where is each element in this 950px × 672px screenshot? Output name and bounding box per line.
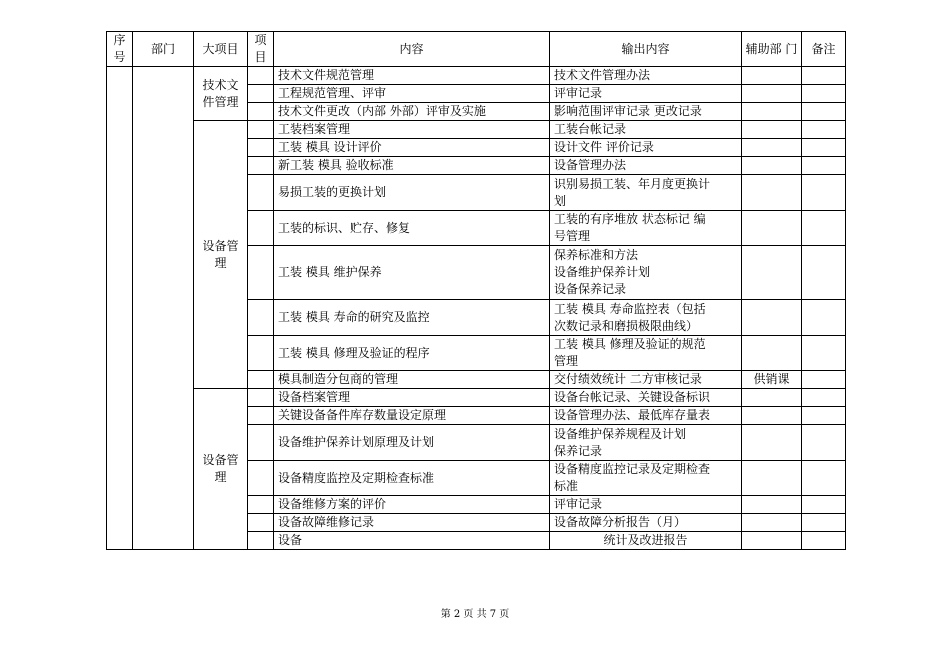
remark-cell	[802, 103, 846, 121]
remark-cell	[802, 121, 846, 139]
content-cell: 关键设备备件库存数量设定原理	[274, 407, 550, 425]
content-cell: 设备故障维修记录	[274, 514, 550, 532]
output-cell: 设计文件 评价记录	[550, 139, 742, 157]
content-cell: 易损工装的更换计划	[274, 175, 550, 211]
assist-cell: 供销课	[742, 371, 802, 389]
item-cell	[248, 336, 274, 371]
item-cell	[248, 496, 274, 514]
output-cell: 交付绩效统计 二方审核记录	[550, 371, 742, 389]
assist-cell	[742, 514, 802, 532]
page-number: 第 2 页 共 7 页	[440, 609, 510, 620]
output-cell: 保养标准和方法 设备维护保养计划 设备保养记录	[550, 246, 742, 300]
header-content: 内容	[274, 32, 550, 67]
header-major: 大项目	[194, 32, 248, 67]
item-cell	[248, 407, 274, 425]
output-cell: 设备维护保养规程及计划 保养记录	[550, 425, 742, 461]
content-cell: 新工装 模具 验收标准	[274, 157, 550, 175]
item-cell	[248, 389, 274, 407]
header-item: 项 目	[248, 32, 274, 67]
category-tech-docs: 技术文 件管理	[194, 67, 248, 121]
header-dept: 部门	[133, 32, 194, 67]
category-equip-mgmt-1: 设备管 理	[194, 121, 248, 389]
remark-cell	[802, 336, 846, 371]
content-cell: 技术文件规范管理	[274, 67, 550, 85]
assist-cell	[742, 425, 802, 461]
item-cell	[248, 461, 274, 496]
item-cell	[248, 371, 274, 389]
output-cell: 工装的有序堆放 状态标记 编 号管理	[550, 211, 742, 246]
item-cell	[248, 67, 274, 85]
remark-cell	[802, 496, 846, 514]
output-cell: 工装 模具 寿命监控表（包括 次数记录和磨损极限曲线）	[550, 300, 742, 336]
seq-cell	[107, 67, 133, 550]
item-cell	[248, 139, 274, 157]
output-cell: 设备精度监控记录及定期检查 标准	[550, 461, 742, 496]
assist-cell	[742, 336, 802, 371]
item-cell	[248, 300, 274, 336]
remark-cell	[802, 300, 846, 336]
remark-cell	[802, 461, 846, 496]
remark-cell	[802, 85, 846, 103]
item-cell	[248, 514, 274, 532]
assist-cell	[742, 496, 802, 514]
output-cell: 评审记录	[550, 85, 742, 103]
remark-cell	[802, 514, 846, 532]
item-cell	[248, 121, 274, 139]
content-cell: 技术文件更改（内部 外部）评审及实施	[274, 103, 550, 121]
header-assist: 辅助部 门	[742, 32, 802, 67]
content-cell: 设备维护保养计划原理及计划	[274, 425, 550, 461]
assist-cell	[742, 67, 802, 85]
table-row	[107, 121, 846, 139]
item-cell	[248, 85, 274, 103]
remark-cell	[802, 371, 846, 389]
content-cell: 设备维修方案的评价	[274, 496, 550, 514]
content-cell: 设备	[274, 532, 550, 550]
remark-cell	[802, 389, 846, 407]
output-cell: 工装 模具 修理及验证的规范 管理	[550, 336, 742, 371]
assist-cell	[742, 300, 802, 336]
content-cell: 工装 模具 修理及验证的程序	[274, 336, 550, 371]
remark-cell	[802, 246, 846, 300]
assist-cell	[742, 461, 802, 496]
output-cell: 工装台帐记录	[550, 121, 742, 139]
item-cell	[248, 246, 274, 300]
output-cell: 识别易损工装、年月度更换计 划	[550, 175, 742, 211]
content-cell: 工装 模具 设计评价	[274, 139, 550, 157]
content-cell: 模具制造分包商的管理	[274, 371, 550, 389]
output-cell: 技术文件管理办法	[550, 67, 742, 85]
remark-cell	[802, 157, 846, 175]
header-row	[107, 32, 846, 67]
table-row	[107, 389, 846, 407]
content-cell: 工装档案管理	[274, 121, 550, 139]
assist-cell	[742, 407, 802, 425]
content-cell: 工装的标识、贮存、修复	[274, 211, 550, 246]
output-cell: 统计及改进报告	[550, 532, 742, 550]
remark-cell	[802, 175, 846, 211]
assist-cell	[742, 389, 802, 407]
output-cell: 评审记录	[550, 496, 742, 514]
output-cell: 设备台帐记录、关键设备标识	[550, 389, 742, 407]
remark-cell	[802, 407, 846, 425]
header-output: 输出内容	[550, 32, 742, 67]
header-seq: 序 号	[107, 32, 133, 67]
assist-cell	[742, 85, 802, 103]
assist-cell	[742, 246, 802, 300]
assist-cell	[742, 121, 802, 139]
dept-cell	[133, 67, 194, 550]
content-cell: 设备精度监控及定期检查标准	[274, 461, 550, 496]
remark-cell	[802, 211, 846, 246]
assist-cell	[742, 157, 802, 175]
assist-cell	[742, 103, 802, 121]
assist-cell	[742, 532, 802, 550]
management-table	[106, 31, 846, 550]
item-cell	[248, 532, 274, 550]
item-cell	[248, 425, 274, 461]
table-row	[107, 67, 846, 85]
remark-cell	[802, 532, 846, 550]
assist-cell	[742, 139, 802, 157]
content-cell: 工装 模具 维护保养	[274, 246, 550, 300]
content-cell: 工程规范管理、评审	[274, 85, 550, 103]
item-cell	[248, 175, 274, 211]
category-equip-mgmt-2: 设备管 理	[194, 389, 248, 550]
content-cell: 工装 模具 寿命的研究及监控	[274, 300, 550, 336]
content-cell: 设备档案管理	[274, 389, 550, 407]
header-remark: 备注	[802, 32, 846, 67]
item-cell	[248, 211, 274, 246]
output-cell: 设备管理办法	[550, 157, 742, 175]
assist-cell	[742, 211, 802, 246]
output-cell: 设备管理办法、最低库存量表	[550, 407, 742, 425]
assist-cell	[742, 175, 802, 211]
output-cell: 设备故障分析报告（月）	[550, 514, 742, 532]
item-cell	[248, 103, 274, 121]
remark-cell	[802, 425, 846, 461]
remark-cell	[802, 139, 846, 157]
item-cell	[248, 157, 274, 175]
output-cell: 影响范围评审记录 更改记录	[550, 103, 742, 121]
remark-cell	[802, 67, 846, 85]
